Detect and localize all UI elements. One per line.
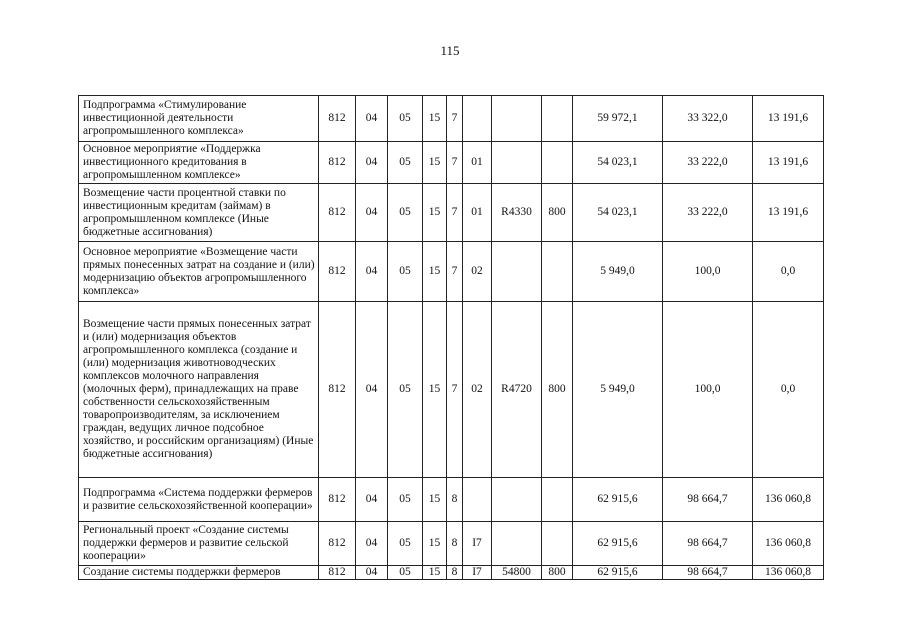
cell-amount-3: 13 191,6 [753, 184, 824, 242]
cell-section: 04 [356, 302, 388, 478]
cell-program: 15 [423, 566, 447, 580]
cell-subprogram: 7 [447, 96, 463, 142]
row-name: Подпрограмма «Стимулирование инвестиционной деятельности агропромышленного комплекса» [79, 96, 319, 142]
cell-direction: R4720 [492, 302, 542, 478]
cell-event [463, 478, 492, 522]
cell-amount-1: 62 915,6 [573, 522, 663, 566]
table-row [79, 302, 824, 478]
cell-event: I7 [463, 522, 492, 566]
cell-amount-1: 62 915,6 [573, 566, 663, 580]
cell-subsection: 05 [388, 184, 423, 242]
row-name: Возмещение части процентной ставки по инвестиционным кредитам (займам) в агропромышленном комплексе (Иные бюджетные ассигнования) [79, 184, 319, 242]
cell-subsection: 05 [388, 522, 423, 566]
cell-program: 15 [423, 96, 447, 142]
row-name: Возмещение части прямых понесенных затрат и (или) модернизация объектов агропромышленного комплекса (создание и (или) модернизация животноводческих комплексов молочного направления (молочных ферм), принадлежащих на праве собственности сельскохозяйственным товаропроизводителям, за исключением граждан, ведущих личное подсобное хозяйство, и российским организациям) (Иные бюджетные ассигнования) [79, 302, 319, 478]
cell-amount-2: 100,0 [663, 302, 753, 478]
cell-expense-type: 800 [542, 566, 573, 580]
cell-amount-2: 33 222,0 [663, 142, 753, 184]
budget-table [78, 95, 824, 580]
cell-section: 04 [356, 142, 388, 184]
cell-direction [492, 242, 542, 302]
page-number: 115 [440, 43, 460, 58]
cell-admin: 812 [319, 96, 356, 142]
table-row [79, 142, 824, 184]
cell-section: 04 [356, 96, 388, 142]
cell-program: 15 [423, 302, 447, 478]
cell-amount-1: 54 023,1 [573, 142, 663, 184]
cell-amount-2: 98 664,7 [663, 478, 753, 522]
cell-section: 04 [356, 566, 388, 580]
cell-admin: 812 [319, 242, 356, 302]
cell-amount-1: 62 915,6 [573, 478, 663, 522]
cell-event: 02 [463, 242, 492, 302]
cell-amount-2: 33 322,0 [663, 96, 753, 142]
cell-expense-type [542, 242, 573, 302]
cell-amount-2: 98 664,7 [663, 522, 753, 566]
cell-section: 04 [356, 522, 388, 566]
cell-event: 01 [463, 142, 492, 184]
cell-program: 15 [423, 242, 447, 302]
cell-admin: 812 [319, 522, 356, 566]
cell-amount-3: 0,0 [753, 302, 824, 478]
cell-direction [492, 522, 542, 566]
row-name: Региональный проект «Создание системы поддержки фермеров и развитие сельской кооперации» [79, 522, 319, 566]
cell-amount-1: 54 023,1 [573, 184, 663, 242]
cell-expense-type [542, 522, 573, 566]
cell-amount-3: 13 191,6 [753, 96, 824, 142]
row-name: Создание системы поддержки фермеров [79, 566, 319, 580]
cell-subprogram: 7 [447, 184, 463, 242]
cell-event: I7 [463, 566, 492, 580]
cell-subprogram: 8 [447, 566, 463, 580]
cell-event: 02 [463, 302, 492, 478]
cell-subsection: 05 [388, 96, 423, 142]
cell-amount-3: 136 060,8 [753, 478, 824, 522]
cell-subsection: 05 [388, 142, 423, 184]
cell-expense-type: 800 [542, 184, 573, 242]
table-row [79, 96, 824, 142]
cell-admin: 812 [319, 184, 356, 242]
cell-subsection: 05 [388, 478, 423, 522]
cell-event [463, 96, 492, 142]
cell-amount-2: 33 222,0 [663, 184, 753, 242]
cell-admin: 812 [319, 142, 356, 184]
cell-section: 04 [356, 478, 388, 522]
cell-amount-2: 98 664,7 [663, 566, 753, 580]
cell-admin: 812 [319, 478, 356, 522]
cell-subsection: 05 [388, 566, 423, 580]
cell-subsection: 05 [388, 242, 423, 302]
cell-expense-type [542, 142, 573, 184]
cell-program: 15 [423, 478, 447, 522]
cell-subprogram: 8 [447, 522, 463, 566]
cell-subprogram: 7 [447, 242, 463, 302]
cell-amount-2: 100,0 [663, 242, 753, 302]
cell-subprogram: 8 [447, 478, 463, 522]
cell-admin: 812 [319, 566, 356, 580]
cell-amount-3: 136 060,8 [753, 566, 824, 580]
table-row [79, 478, 824, 522]
row-name: Основное мероприятие «Возмещение части прямых понесенных затрат на создание и (или) модернизацию объектов агропромышленного комплекса» [79, 242, 319, 302]
cell-section: 04 [356, 242, 388, 302]
cell-program: 15 [423, 522, 447, 566]
cell-amount-3: 13 191,6 [753, 142, 824, 184]
cell-amount-1: 5 949,0 [573, 242, 663, 302]
table-row [79, 242, 824, 302]
row-name: Подпрограмма «Система поддержки фермеров и развитие сельскохозяйственной кооперации» [79, 478, 319, 522]
table-row [79, 184, 824, 242]
cell-program: 15 [423, 142, 447, 184]
cell-amount-1: 59 972,1 [573, 96, 663, 142]
table-row [79, 522, 824, 566]
cell-direction: R4330 [492, 184, 542, 242]
cell-event: 01 [463, 184, 492, 242]
cell-subprogram: 7 [447, 142, 463, 184]
cell-direction [492, 478, 542, 522]
cell-subsection: 05 [388, 302, 423, 478]
cell-direction: 54800 [492, 566, 542, 580]
cell-amount-3: 136 060,8 [753, 522, 824, 566]
cell-expense-type [542, 96, 573, 142]
cell-expense-type [542, 478, 573, 522]
row-name: Основное мероприятие «Поддержка инвестиционного кредитования в агропромышленном комплексе» [79, 142, 319, 184]
cell-admin: 812 [319, 302, 356, 478]
cell-program: 15 [423, 184, 447, 242]
table-row [79, 566, 824, 580]
cell-subprogram: 7 [447, 302, 463, 478]
cell-section: 04 [356, 184, 388, 242]
cell-direction [492, 96, 542, 142]
cell-direction [492, 142, 542, 184]
cell-amount-3: 0,0 [753, 242, 824, 302]
cell-expense-type: 800 [542, 302, 573, 478]
cell-amount-1: 5 949,0 [573, 302, 663, 478]
